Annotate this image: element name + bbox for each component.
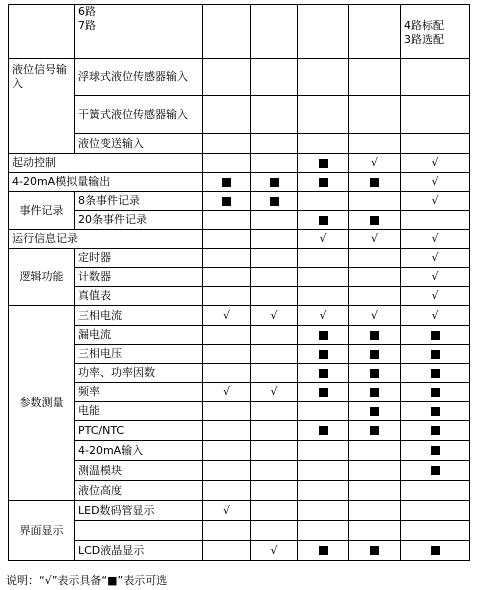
optional-mark (431, 446, 440, 455)
mark-cell (401, 461, 470, 481)
header-channels (75, 5, 203, 59)
optional-mark (370, 407, 379, 416)
mark-cell (298, 402, 349, 421)
row-label: 功率、功率因数 (75, 364, 203, 383)
row-label: 浮球式液位传感器输入 (75, 59, 203, 96)
mark-cell (298, 192, 349, 211)
check-mark: √ (370, 308, 378, 322)
mark-cell (401, 96, 470, 134)
optional-mark (319, 331, 328, 340)
mark-cell (401, 249, 470, 268)
optional-mark (431, 426, 440, 435)
mark-cell (401, 192, 470, 211)
mark-cell (203, 481, 251, 501)
optional-mark (222, 178, 231, 187)
row-label: 漏电流 (75, 326, 203, 345)
table-row (9, 521, 470, 541)
mark-cell (251, 59, 298, 96)
mark-cell (349, 192, 401, 211)
mark-cell (203, 154, 251, 173)
mark-cell (203, 541, 251, 561)
check-mark: √ (319, 308, 327, 322)
mark-cell (401, 211, 470, 230)
table-row (9, 268, 470, 287)
check-mark: √ (431, 175, 439, 188)
row-label (75, 521, 203, 541)
row-label: 计数器 (75, 268, 203, 287)
table-row (9, 5, 470, 59)
mark-cell (203, 192, 251, 211)
optional-mark (270, 178, 279, 187)
check-mark: √ (431, 270, 439, 283)
mark-cell (203, 134, 251, 154)
optional-mark (370, 426, 379, 435)
header-line1: 6路 (78, 5, 96, 18)
mark-cell (349, 402, 401, 421)
mark-cell (349, 521, 401, 541)
mark-cell (298, 441, 349, 461)
table-row (9, 421, 470, 441)
mark-cell (251, 326, 298, 345)
mark-cell (298, 268, 349, 287)
row-label: 干簧式液位传感器输入 (75, 96, 203, 134)
check-mark: √ (370, 232, 378, 245)
table-row (9, 134, 470, 154)
optional-mark (370, 178, 379, 187)
table-row (9, 306, 470, 326)
check-mark: √ (431, 289, 439, 302)
mark-cell (401, 306, 470, 326)
optional-mark (319, 216, 328, 225)
header-col5-line2: 3路选配 (404, 33, 444, 46)
cat-liquid: 液位信号输入 (9, 59, 75, 154)
optional-mark (319, 426, 328, 435)
row-label: 真值表 (75, 287, 203, 306)
mark-cell (401, 268, 470, 287)
optional-mark (431, 466, 440, 475)
header-col5-line1: 4路标配 (404, 19, 444, 32)
mark-cell (251, 287, 298, 306)
row-label: 定时器 (75, 249, 203, 268)
row-label: 起动控制 (9, 154, 203, 173)
mark-cell (203, 441, 251, 461)
check-mark: √ (431, 308, 439, 322)
mark-cell (203, 306, 251, 326)
row-label: 频率 (75, 383, 203, 402)
table-row (9, 59, 470, 96)
mark-cell (401, 345, 470, 364)
mark-cell (349, 59, 401, 96)
mark-cell (298, 306, 349, 326)
mark-cell (349, 211, 401, 230)
optional-mark (319, 369, 328, 378)
mark-cell (251, 211, 298, 230)
mark-cell (203, 421, 251, 441)
mark-cell (349, 383, 401, 402)
mark-cell (349, 421, 401, 441)
mark-cell (251, 173, 298, 192)
mark-cell (401, 173, 470, 192)
table-row (9, 173, 470, 192)
check-mark: √ (370, 156, 378, 169)
optional-mark (431, 546, 440, 555)
row-label: 液位高度 (75, 481, 203, 501)
mark-cell (203, 249, 251, 268)
mark-cell (251, 383, 298, 402)
cat-event: 事件记录 (9, 192, 75, 230)
check-mark: √ (431, 251, 439, 264)
mark-cell (401, 326, 470, 345)
table-row (9, 383, 470, 402)
check-mark: √ (222, 503, 230, 517)
optional-mark (319, 159, 328, 168)
mark-cell (401, 441, 470, 461)
table-row (9, 230, 470, 249)
mark-cell (401, 521, 470, 541)
table-row (9, 326, 470, 345)
mark-cell (251, 345, 298, 364)
row-label: 20条事件记录 (75, 211, 203, 230)
mark-cell (251, 306, 298, 326)
table-row (9, 481, 470, 501)
row-label: 液位变送输入 (75, 134, 203, 154)
row-label: LCD液晶显示 (75, 541, 203, 561)
mark-cell (298, 421, 349, 441)
cat-measure: 参数测量 (9, 306, 75, 501)
mark-cell (298, 481, 349, 501)
header-cell (251, 5, 298, 59)
mark-cell (203, 173, 251, 192)
mark-cell (251, 230, 298, 249)
mark-cell (203, 461, 251, 481)
mark-cell (349, 96, 401, 134)
mark-cell (349, 154, 401, 173)
row-label: 4-20mA模拟量输出 (9, 173, 203, 192)
row-label: 测温模块 (75, 461, 203, 481)
mark-cell (251, 249, 298, 268)
mark-cell (401, 134, 470, 154)
optional-mark (319, 546, 328, 555)
mark-cell (298, 383, 349, 402)
mark-cell (203, 230, 251, 249)
row-label: 三相电压 (75, 345, 203, 364)
mark-cell (203, 96, 251, 134)
optional-mark (431, 331, 440, 340)
optional-mark (431, 407, 440, 416)
mark-cell (298, 501, 349, 521)
check-mark: √ (319, 232, 327, 245)
legend-note: 说明：“√”表示具备“■”表示可选 (6, 574, 168, 587)
mark-cell (251, 521, 298, 541)
mark-cell (401, 402, 470, 421)
row-label: 运行信息记录 (9, 230, 203, 249)
optional-mark (370, 546, 379, 555)
mark-cell (251, 421, 298, 441)
check-mark: √ (270, 385, 278, 398)
check-mark: √ (222, 385, 230, 398)
check-mark: √ (270, 308, 278, 322)
mark-cell (298, 59, 349, 96)
optional-mark (370, 350, 379, 359)
mark-cell (298, 287, 349, 306)
feature-table (8, 4, 470, 561)
row-label: LED数码管显示 (75, 501, 203, 521)
mark-cell (203, 211, 251, 230)
mark-cell (298, 211, 349, 230)
mark-cell (298, 461, 349, 481)
mark-cell (251, 364, 298, 383)
table-row (9, 541, 470, 561)
mark-cell (349, 230, 401, 249)
optional-mark (319, 388, 328, 397)
mark-cell (203, 326, 251, 345)
mark-cell (401, 421, 470, 441)
check-mark: √ (431, 194, 439, 207)
mark-cell (349, 306, 401, 326)
mark-cell (298, 345, 349, 364)
mark-cell (298, 364, 349, 383)
mark-cell (203, 287, 251, 306)
header-cell (298, 5, 349, 59)
optional-mark (319, 178, 328, 187)
mark-cell (349, 501, 401, 521)
mark-cell (251, 268, 298, 287)
table-row (9, 461, 470, 481)
optional-mark (431, 350, 440, 359)
mark-cell (203, 59, 251, 96)
table-row (9, 249, 470, 268)
mark-cell (203, 501, 251, 521)
mark-cell (203, 383, 251, 402)
header-line2: 7路 (78, 19, 96, 32)
mark-cell (349, 345, 401, 364)
mark-cell (401, 154, 470, 173)
mark-cell (251, 402, 298, 421)
mark-cell (349, 364, 401, 383)
header-cell (203, 5, 251, 59)
mark-cell (349, 541, 401, 561)
mark-cell (401, 501, 470, 521)
mark-cell (203, 402, 251, 421)
mark-cell (349, 481, 401, 501)
optional-mark (370, 216, 379, 225)
mark-cell (203, 364, 251, 383)
optional-mark (370, 369, 379, 378)
check-mark: √ (431, 156, 439, 169)
table-row (9, 192, 470, 211)
mark-cell (401, 364, 470, 383)
row-label: 8条事件记录 (75, 192, 203, 211)
optional-mark (270, 197, 279, 206)
mark-cell (349, 249, 401, 268)
table-row (9, 441, 470, 461)
mark-cell (298, 96, 349, 134)
optional-mark (370, 388, 379, 397)
mark-cell (251, 154, 298, 173)
mark-cell (401, 383, 470, 402)
optional-mark (319, 350, 328, 359)
mark-cell (251, 96, 298, 134)
optional-mark (431, 369, 440, 378)
mark-cell (349, 287, 401, 306)
mark-cell (349, 173, 401, 192)
mark-cell (251, 441, 298, 461)
table-row (9, 154, 470, 173)
cat-logic: 逻辑功能 (9, 249, 75, 306)
mark-cell (251, 501, 298, 521)
mark-cell (298, 249, 349, 268)
table-row (9, 402, 470, 421)
row-label: 4-20mA输入 (75, 441, 203, 461)
mark-cell (203, 345, 251, 364)
mark-cell (298, 230, 349, 249)
row-label: PTC/NTC (75, 421, 203, 441)
header-cell (349, 5, 401, 59)
table-row (9, 364, 470, 383)
mark-cell (349, 134, 401, 154)
mark-cell (298, 134, 349, 154)
mark-cell (349, 441, 401, 461)
optional-mark (431, 388, 440, 397)
check-mark: √ (270, 543, 278, 557)
mark-cell (251, 481, 298, 501)
mark-cell (401, 287, 470, 306)
table-row (9, 96, 470, 134)
mark-cell (298, 154, 349, 173)
row-label: 三相电流 (75, 306, 203, 326)
table-row (9, 501, 470, 521)
mark-cell (298, 173, 349, 192)
row-label: 电能 (75, 402, 203, 421)
mark-cell (401, 541, 470, 561)
optional-mark (222, 197, 231, 206)
mark-cell (349, 326, 401, 345)
mark-cell (349, 268, 401, 287)
optional-mark (370, 331, 379, 340)
header-col5 (401, 5, 470, 59)
mark-cell (401, 59, 470, 96)
table-row (9, 211, 470, 230)
mark-cell (298, 541, 349, 561)
mark-cell (401, 230, 470, 249)
mark-cell (203, 521, 251, 541)
check-mark: √ (431, 232, 439, 245)
header-empty (9, 5, 75, 59)
mark-cell (251, 541, 298, 561)
mark-cell (349, 461, 401, 481)
mark-cell (203, 268, 251, 287)
table-row (9, 287, 470, 306)
mark-cell (298, 326, 349, 345)
cat-display: 界面显示 (9, 501, 75, 561)
mark-cell (298, 521, 349, 541)
mark-cell (251, 461, 298, 481)
mark-cell (401, 481, 470, 501)
mark-cell (251, 192, 298, 211)
mark-cell (251, 134, 298, 154)
table-row (9, 345, 470, 364)
check-mark: √ (222, 308, 230, 322)
